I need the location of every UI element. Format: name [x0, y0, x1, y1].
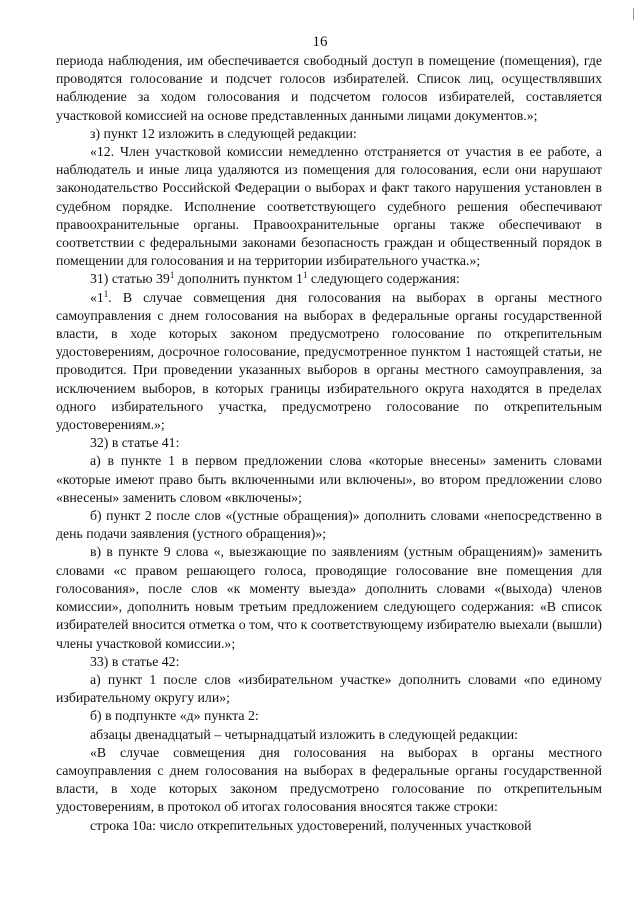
paragraph-text: следующего содержания: [307, 271, 460, 287]
paragraph: абзацы двенадцатый – четырнадцатый изложить в следующей редакции: [90, 726, 518, 742]
superscript: 1 [302, 270, 308, 281]
paragraph: а) в пункте 1 в первом предложении слова «которые внесены» заменить словами «которые имеют право быть включенными или включены», во втором предложении слово «внесены» заменить словом «включены»; [56, 453, 602, 505]
paragraph: «12. Член участковой комиссии немедленно отстраняется от участия в ее работе, а наблюдатель и иные лица удаляются из помещения для голосования, если они нарушают законодательство Российской Федерации о выборах и факт такого нарушения установлен в судебном порядке. Исполнение соответствующего судебного решения обеспечивают правоохранительные органы. Правоохранительные органы также обеспечивают в соответствии с федеральными законами безопасность граждан и общественный порядок в помещении для голосования и на территории избирательного участка.»; [56, 144, 602, 269]
paragraph-text: . В случае совмещения дня голосования на выборах в органы местного самоуправления с днем голосования на выборах в федеральные органы государственной власти, в ходе которых законом предусмотрено голосование по открепительным удостоверениям, досрочное голосование, предусмотренное пунктом 1 настоящей статьи, не проводится. При проведении указанных выборов в органы местного самоуправления, за исключением выборов, в которых границы избирательного округа находятся в пределах одного избирательного участка, предусмотрено голосование по открепительным удостоверениям.»; [56, 289, 602, 433]
paragraph: б) пункт 2 после слов «(устные обращения)» дополнить словами «непосредственно в день подачи заявления (устного обращения)»; [56, 508, 602, 542]
superscript: 1 [103, 288, 109, 299]
paragraph: периода наблюдения, им обеспечивается свободный доступ в помещение (помещения), где проводятся голосование и подсчет голосов избирателей. Список лиц, осуществлявших наблюдение за ходом голосования и подсчетом голосов избирателей, составляется участковой комиссией на основе представленных данными лицами документов.»; [56, 53, 602, 123]
superscript: 1 [169, 270, 175, 281]
paragraph [56, 270, 602, 288]
document-body [56, 52, 602, 835]
paragraph-text: дополнить пунктом 1 [174, 271, 303, 287]
paragraph-text: «1 [90, 289, 104, 305]
paragraph [56, 289, 602, 435]
paragraph: б) в подпункте «д» пункта 2: [90, 708, 259, 724]
paragraph: в) в пункте 9 слова «, выезжающие по заявлениям (устным обращениям)» заменить словами «с правом решающего голоса, проводящие голосование вне помещения для голосования», после слов «к моменту выезда» дополнить словами «(выхода) членов комиссии», дополнить новым третьим предложением следующего содержания: «В список избирателей вносится отметка о том, что к соответствующему избирателю выехали (вышли) члены участковой комиссии.»; [56, 544, 602, 651]
paragraph: з) пункт 12 изложить в следующей редакции: [90, 125, 357, 141]
paragraph: строка 10а: число открепительных удостоверений, полученных участковой [90, 817, 532, 833]
paragraph: 32) в статье 41: [90, 435, 180, 451]
paragraph: «В случае совмещения дня голосования на выборах в органы местного самоуправления с днем голосования на выборах в федеральные органы государственной власти, в ходе которых законом предусмотрено голосование по открепительным удостоверениям, в протокол об итогах голосования вносятся также строки: [56, 744, 602, 815]
paragraph: 33) в статье 42: [90, 653, 180, 669]
paragraph-text: 31) статью 39 [90, 271, 170, 287]
paragraph: а) пункт 1 после слов «избирательном участке» дополнить словами «по единому избирательному округу или»; [56, 671, 602, 706]
page-number: 16 [312, 34, 328, 50]
scan-mark [633, 8, 634, 20]
